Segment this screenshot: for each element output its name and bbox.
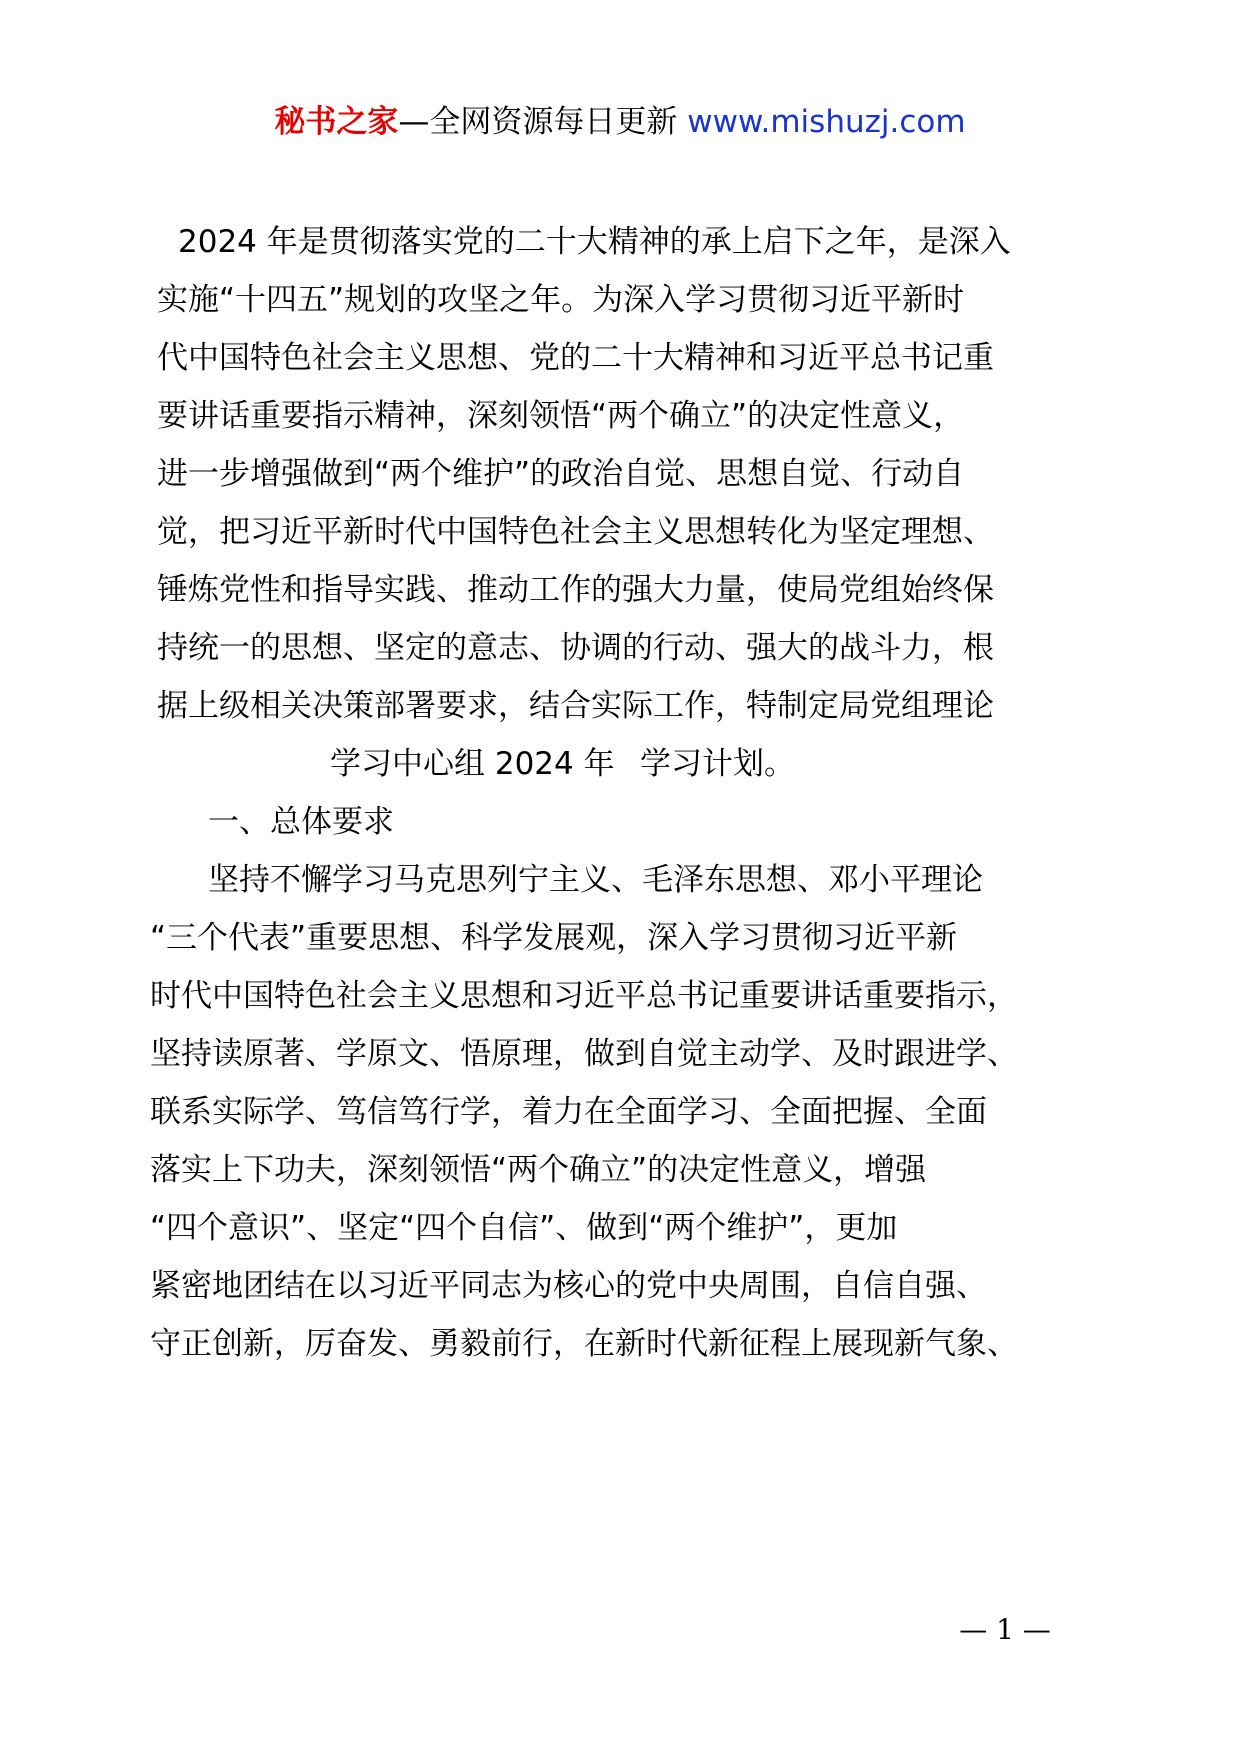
body-line: 坚持不懈学习马克思列宁主义、毛泽东思想、邓小平理论 <box>208 862 983 898</box>
body-line: 坚持读原著、学原文、悟原理，做到自觉主动学、及时跟进学、 <box>150 1036 1018 1072</box>
intro-line: 锤炼党性和指导实践、推动工作的强大力量，使局党组始终保 <box>157 572 994 608</box>
site-header <box>0 102 1240 142</box>
body-line: 紧密地团结在以习近平同志为核心的党中央周围，自信自强、 <box>150 1268 987 1304</box>
body-line: “四个意识”、坚定“四个自信”、做到“两个维护”，更加 <box>150 1210 898 1246</box>
intro-line: 觉，把习近平新时代中国特色社会主义思想转化为坚定理想、 <box>157 514 994 550</box>
section-heading: 一、总体要求 <box>208 804 394 840</box>
site-url-link[interactable]: www.mishuzj.com <box>687 104 966 140</box>
intro-line: 持统一的思想、坚定的意志、协调的行动、强大的战斗力，根 <box>157 630 994 666</box>
site-brand: 秘书之家 <box>274 104 399 140</box>
body-line: 时代中国特色社会主义思想和习近平总书记重要讲话重要指示， <box>150 978 1018 1014</box>
page-number: — 1 — <box>959 1613 1051 1646</box>
intro-line: 要讲话重要指示精神，深刻领悟“两个确立”的决定性意义， <box>157 398 965 434</box>
intro-line: 学习计划。 <box>640 746 795 782</box>
body-line: “三个代表”重要思想、科学发展观，深入学习贯彻习近平新 <box>150 920 958 956</box>
intro-line: 据上级相关决策部署要求，结合实际工作，特制定局党组理论 <box>157 688 994 724</box>
body-line: 联系实际学、笃信笃行学，着力在全面学习、全面把握、全面 <box>150 1094 987 1130</box>
intro-line: 实施“十四五”规划的攻坚之年。为深入学习贯彻习近平新时 <box>157 282 965 318</box>
site-slogan: —全网资源每日更新 <box>398 104 688 140</box>
body-line: 落实上下功夫，深刻领悟“两个确立”的决定性意义，增强 <box>150 1152 927 1188</box>
intro-line: 学习中心组 2024 年 <box>330 746 615 782</box>
body-line: 守正创新，厉奋发、勇毅前行，在新时代新征程上展现新气象、 <box>150 1326 1018 1362</box>
intro-line: 进一步增强做到“两个维护”的政治自觉、思想自觉、行动自 <box>157 456 965 492</box>
intro-line: 2024 年是贯彻落实党的二十大精神的承上启下之年，是深入 <box>178 224 1011 260</box>
intro-line: 代中国特色社会主义思想、党的二十大精神和习近平总书记重 <box>157 340 994 376</box>
